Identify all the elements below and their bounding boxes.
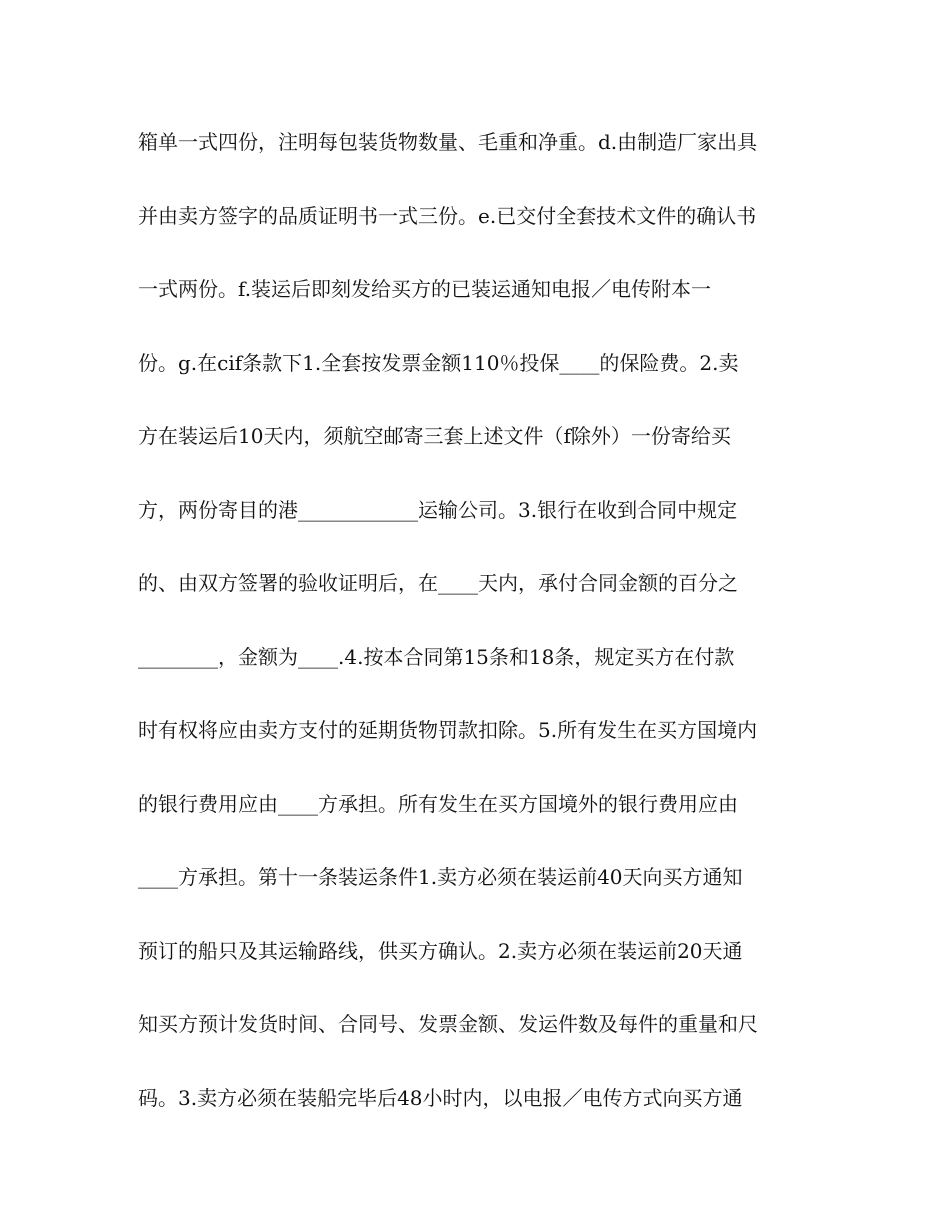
text-line: 方在装运后10天内，须航空邮寄三套上述文件（f除外）一份寄给买	[138, 424, 731, 448]
text-line: 并由卖方签字的品质证明书一式三份。e.已交付全套技术文件的确认书	[138, 203, 757, 228]
text-line: 预订的船只及其运输路线，供买方确认。2.卖方必须在装运前20天通	[138, 938, 743, 963]
text-line: 份。g.在cif条款下1.全套按发票金额110％投保____的保险费。2.卖	[138, 350, 739, 375]
text-line: 方，两份寄目的港____________运输公司。3.银行在收到合同中规定	[138, 497, 738, 522]
text-line: 一式两份。f.装运后即刻发给买方的已装运通知电报／电传附本一	[138, 277, 712, 301]
text-line: ____方承担。第十一条装运条件1.卖方必须在装运前40天向买方通知	[138, 865, 743, 889]
text-line: 时有权将应由卖方支付的延期货物罚款扣除。5.所有发生在买方国境内	[138, 718, 758, 742]
contract-text-body	[138, 122, 828, 1151]
text-line: 的、由双方签署的验收证明后，在____天内，承付合同金额的百分之	[138, 571, 738, 595]
text-line: ________，金额为____.4.按本合同第15条和18条，规定买方在付款	[138, 644, 735, 669]
text-line: 码。3.卖方必须在装船完毕后48小时内，以电报／电传方式向买方通	[138, 1085, 743, 1110]
text-line: 知买方预计发货时间、合同号、发票金额、发运件数及每件的重量和尺	[138, 1012, 758, 1036]
text-line: 箱单一式四份，注明每包装货物数量、毛重和净重。d.由制造厂家出具	[138, 130, 758, 154]
text-line: 的银行费用应由____方承担。所有发生在买方国境外的银行费用应由	[138, 791, 738, 816]
